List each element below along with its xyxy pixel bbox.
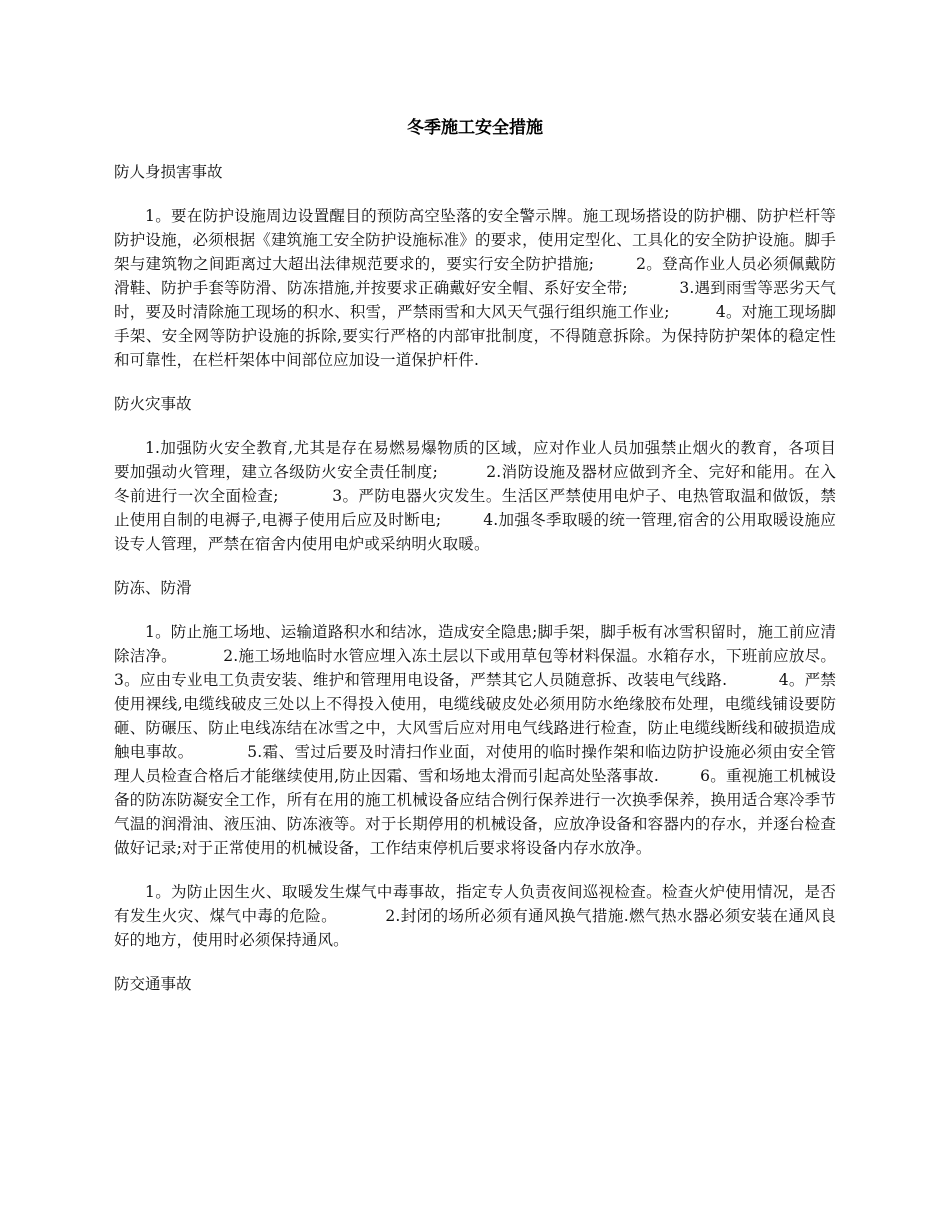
section-paragraph: 1。防止施工场地、运输道路积水和结冰，造成安全隐患;脚手架，脚手板有冰雪积留时，施工前应清除洁净。 2.施工场地临时水管应埋入冻土层以下或用草包等材料保温。水箱存水，下班前应放尽。 3。应由专业电工负责安装、维护和管理用电设备，严禁其它人员随意拆、改装电气线路. 4。严禁使用裸线,电缆线破皮三处以上不得投入使用，电缆线破皮处必须用防水绝缘胶布处理，电缆线铺设要防砸、防碾压、防止电线冻结在冰雪之中，大风雪后应对用电气线路进行检查，防止电缆线断线和破损造成触电事故。 5.霜、雪过后要及时清扫作业面，对使用的临时操作架和临边防护设施必须由安全管理人员检查合格后才能继续使用,防止因霜、雪和场地太滑而引起高处坠落事故. 6。重视施工机械设备的防冻防凝安全工作，所有在用的施工机械设备应结合例行保养进行一次换季保养，换用适合寒冷季节气温的润滑油、液压油、防冻液等。对于长期停用的机械设备，应放净设备和容器内的存水，并逐台检查做好记录;对于正常使用的机械设备，工作结束停机后要求将设备内存水放净。 xyxy=(114,623,887,857)
section-heading: 防火灾事故 xyxy=(114,395,192,413)
section-heading: 防人身损害事故 xyxy=(114,163,223,181)
section-heading: 防交通事故 xyxy=(114,975,192,993)
section-paragraph: 1.加强防火安全教育,尤其是存在易燃易爆物质的区域，应对作业人员加强禁止烟火的教育，各项目要加强动火管理，建立各级防火安全责任制度; 2.消防设施及器材应做到齐全、完好和能用。在入冬前进行一次全面检查; 3。严防电器火灾发生。生活区严禁使用电炉子、电热管取温和做饭，禁止使用自制的电褥子,电褥子使用后应及时断电; 4.加强冬季取暖的统一管理,宿舍的公用取暖设施应设专人管理，严禁在宿舍内使用电炉或采纳明火取暖。 xyxy=(114,439,836,553)
document-body xyxy=(114,160,887,1016)
section-traffic xyxy=(114,972,836,996)
section-paragraph: 1。要在防护设施周边设置醒目的预防高空坠落的安全警示牌。施工现场搭设的防护棚、防护栏杆等防护设施，必须根据《建筑施工安全防护设施标准》的要求，使用定型化、工具化的安全防护设施。脚手架与建筑物之间距离过大超出法律规范要求的，要实行安全防护措施; 2。登高作业人员必须佩戴防滑鞋、防护手套等防滑、防冻措施,并按要求正确戴好安全帽、系好安全带; 3.遇到雨雪等恶劣天气时，要及时清除施工现场的积水、积雪，严禁雨雪和大风天气强行组织施工作业; 4。对施工现场脚手架、安全网等防护设施的拆除,要实行严格的内部审批制度，不得随意拆除。为保持防护架体的稳定性和可靠性，在栏杆架体中间部位应加设一道保护杆件. xyxy=(114,207,836,369)
section-personal-injury xyxy=(114,160,836,372)
section-heading: 防冻、防滑 xyxy=(114,579,192,597)
section-antifreeze-antislip xyxy=(114,576,887,952)
section-fire xyxy=(114,392,836,556)
document-title: 冬季施工安全措施 xyxy=(407,118,543,138)
section-paragraph: 1。为防止因生火、取暖发生煤气中毒事故，指定专人负责夜间巡视检查。检查火炉使用情况，是否有发生火灾、煤气中毒的危险。 2.封闭的场所必须有通风换气措施.燃气热水器必须安装在通风良好的地方，使用时必须保持通风。 xyxy=(114,883,836,949)
